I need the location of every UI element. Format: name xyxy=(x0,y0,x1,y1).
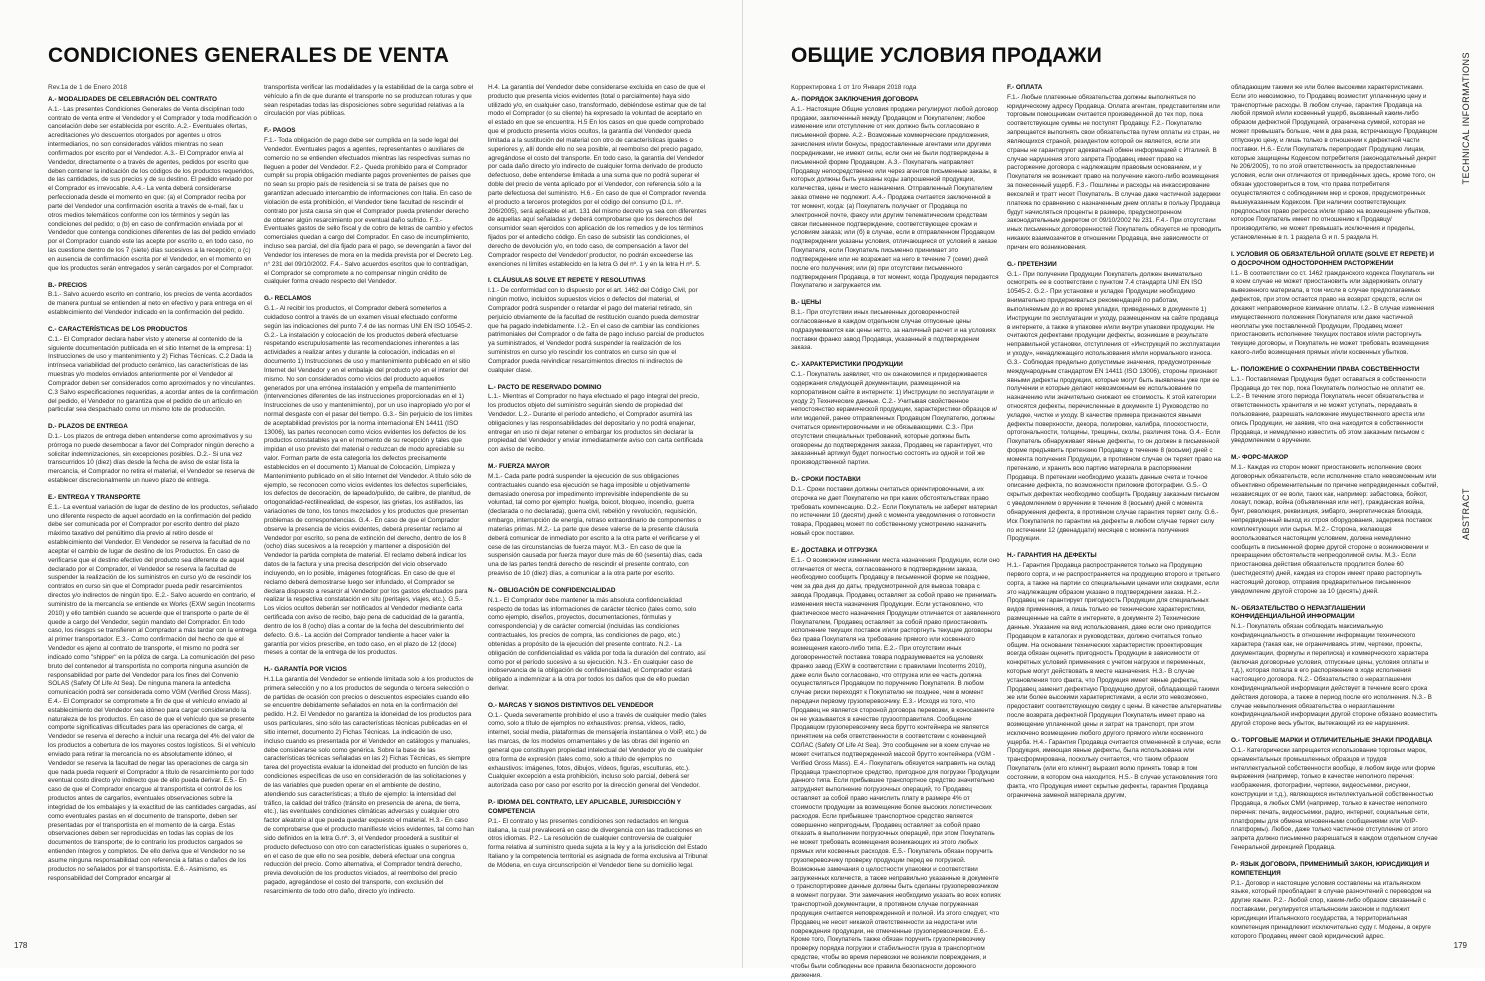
section-body: E.1.- La eventual variación de lugar de destino de los productos, señalado uno diferente respecto de aquel acordado en la confirmación del pedido debe ser comunicada por el Comprador por escrito dentro del plazo máximo taxativo del penúltimo día previo al retiro desde el establecimiento del Vendedor. El Vendedor se reserva la facultad de no aceptar el cambio de lugar de destino de los Productos. En caso de verificarse que el destino efectivo del producto sea diferente de aquel declarado por el Comprador, el Vendedor se reserva la facultad de suspender la realización de los suministros en curso y/o de rescindir los contratos en curso sin que el Comprador pueda pedir resarcimientos directos y/o indirectos de ningún tipo. E.2.- Salvo acuerdo en contrario, el suministro de la mercancía se entiende ex Works (EXW según Incoterms 2010) y ello también cuando se acuerde que el transporte o parte de él quede a cargo del Vendedor, según mandato del Comprador. En todo caso, los riesgos se transfieren al Comprador a más tardar con la entrega al primer transportador. E.3.- Como confirmación del hecho de que el Vendedor es ajeno al contrato de transporte, el mismo no podrá ser indicado como "shipper" en la póliza de carga. La comunicación del peso bruto del contenedor al transportista no comporta ninguna asunción de responsabilidad por parte del Vendedor para los fines del Convenio SOLAS (Safety Of Life At Sea). De ninguna manera la antedicha comunicación podrá ser considerada como VGM (Verified Gross Mass). E.4.- El Comprador se compromete a fin de que el vehículo enviado al establecimiento del Vendedor sea idóneo para cargar considerando la naturaleza de los productos. En caso de que el vehículo que se presente comporte significativas dificultades para las operaciones de carga, el Vendedor se reserva el derecho a incluir una recarga del 4% del valor de los productos a cobertura de los mayores costos logísticos. Si el vehículo enviado para retirar la mercancía no es absolutamente idóneo, el Vendedor se reserva la facultad de negar las operaciones de carga sin que nada pueda requerir el Comprador a título de resarcimiento por todo eventual costo directo y/o indirecto que de ello pueda derivar. E.5.- En caso de que el Comprador encargue al transportista el control de los productos antes de cargarlos, eventuales observaciones sobre la integridad de los embalajes y la exactitud de las cantidades cargadas, así como eventuales pastas en el documento de transporte, deben ser presentadas por el transportista en el momento de la carga. Estas observaciones deben ser reproducidas en todas las copias de los documentos de transporte; de lo contrario los productos cargados se entienden íntegros y completos. De ello deriva que el Vendedor no se asume ninguna responsabilidad con referencia a faltas o daños de los productos no señalados por el transportista. E.6.- Asimismo, es responsabilidad del Comprador encargar al xyxy=(48,503,258,882)
section-heading: C.- ХАРАКТЕРИСТИКИ ПРОДУКЦИИ xyxy=(791,361,903,369)
section-heading: I. CLÁUSULAS SOLVE ET REPETE Y RESOLUTIVAS xyxy=(488,277,646,285)
left-page xyxy=(0,0,742,968)
text-column xyxy=(791,96,1001,979)
revision-note: Rev.1a de 1 de Enero 2018 xyxy=(48,84,128,91)
section-body: А.1.- Настоящие Общие условия продажи регулируют любой договор продажи, заключенный между Продавцом и Покупателем; любое изменение или отступление от них должно быть согласовано в письменной форме. А.2.- Возможные коммерческие предложения, зачисления и/или бонусы, предоставленные агентами или другими посредниками, не имеют силы, если они не были подтверждены в письменной форме Продавцом. А.3.- Покупатель направляет Продавцу непосредственно или через агентов письменные заказы, в которых должны быть указаны коды запрошенной продукции, количества, цены и место назначения. Отправленный Покупателем заказ отмене не подлежит. А.4.- Продажа считается заключенной в тот момент, когда: (а) Покупатель получает от Продавца по электронной почте, факсу или другим телематическим средствам связи письменное подтверждение, соответствующее срокам и условиям заказа; или (б) в случае, если в отправленном Продавцом подтверждении указаны условия, отличающиеся от условий в заказе Покупателя, если Покупатель письменно принимает это подтверждение или не возражает на него в течение 7 (семи) дней после его получения; или (в) при отсутствии письменного подтверждения Продавца, в тот момент, когда Продукция передается Покупателю и загружается им. xyxy=(791,105,999,290)
section-heading: C.- CARACTERÍSTICAS DE LOS PRODUCTOS xyxy=(48,325,188,333)
page-title: CONDICIONES GENERALES DE VENTA xyxy=(48,44,450,67)
section-heading: M.- FUERZA MAYOR xyxy=(488,463,550,471)
section-heading: D.- СРОКИ ПОСТАВКИ xyxy=(791,476,861,484)
section-body: Е.1.- О возможном изменении места назначения Продукции, если оно отличается от места, согласованного в подтверждении заказа, необходимо сообщить Продавцу в письменной форме не позднее, чем за два дня до даты, предусмотренной для вывоза товара с завода Продавца. Продавец оставляет за собой право не принимать изменения места назначения Продукции. Если установлено, что фактическое место назначения Продукции отличается от заявленного Покупателем, Продавец оставляет за собой право приостановить исполнение текущих поставок и/или расторгнуть текущие договоры без права Покупателя на требование прямого или косвенного возмещения какого-либо типа. Е.2.- При отсутствии иных договоренностей поставка товара подразумевается на условиях франко завод (EXW в соответствии с правилами Incoterms 2010), даже если было согласовано, что отгрузка или ее часть должна осуществляться Продавцом по поручению Покупателя. В любом случае риски переходят к Покупателю не позднее, чем в момент передачи первому грузоперевозчику. Е.3.- Исходя из того, что Продавец не является стороной договора перевозки, в коносаменте он не указывается в качестве грузоотправителя. Сообщение Продавцом грузоперевозчику веса брутто контейнера не является принятием на себя ответственности в соответствии с конвенцией СОЛАС (Safety Of Life At Sea). Это сообщение ни в коем случае не может считаться подтвержденной массой брутто контейнера (VGM - Verified Gross Mass). Е.4.- Покупатель обязуется направить на склад Продавца транспортное средство, пригодное для погрузки Продукции данного типа. Если прибывшее транспортное средство значительно затрудняет выполнение погрузочных операций, то Продавец оставляет за собой право начислить плату в размере 4% от стоимости продукции за возмещение более высоких логистических расходов. Если прибывшее транспортное средство является совершенно непригодным, Продавец оставляет за собой право отказать в выполнении погрузочных операций, при этом Покупатель не может требовать возмещения возникающих из этого любых прямых или косвенных расходов. Е.5.- Покупатель обязан поручить грузоперевозчику проверку продукции перед ее погрузкой. Возможные замечания о целостности упаковки и соответствии загруженных количеств, а также неправильно указанные в документе о транспортировке данные должны быть сделаны грузоперевозчиком в момент погрузки. Эти замечания необходимо указать во всех копиях транспортной документации, в противном случае погруженная продукция считается неповрежденной и полной. Из этого следует, что Продавец не несет никакой ответственности за недостачи или повреждения продукции, не отмеченные грузоперевозчиком. Е.6.- Кроме того, Покупатель также обязан поручить грузоперевозчику проверку порядка погрузки и стабильности груза в транспортном средстве, чтобы во время перевозки не возникли повреждения, и чтобы были соблюдены все правила безопасности дорожного движения. xyxy=(791,556,1001,979)
text-column xyxy=(488,84,708,904)
section-body: G.1.- При получении Продукции Покупатель должен внимательно осмотреть ее в соответствии с пунктом 7.4 стандарта UNI EN ISO 10545-2. G.2.- При установке и укладке Продукции необходимо внимательно придерживаться рекомендаций по работам, выполняемым до и во время укладки, приведенных в документе 1) Инструкции по эксплуатации и уходу, размещенном на сайте продавца в интернете, а также в упаковке и/или внутри упаковки продукции. Не считаются дефектами продукции дефекты, возникшие в результате неправильной установки, отступления от «Инструкций по эксплуатации и уходу», ненадлежащего использования и/или нормального износа. G.3.- Соблюдая предельно допустимые значения, предусмотренные международным стандартом EN 14411 (ISO 13006), стороны признают явными дефекты продукции, которые могут быть выявлены уже при ее получении и которые делают невозможным ее использование по назначению или значительно снижают ее стоимость. К этой категории относятся дефекты, перечисленные в документе 1) Руководство по укладке, чистке и уходу. В качестве примера признаются явными дефекты поверхности, декора, полировки, калибра, плоскостности, ортогональности, толщины, трещины, сколы, различия тона. G.4.- Если Покупатель обнаруживает явные дефекты, то он должен в письменной форме предъявить претензию Продавцу в течение 8 (восьми) дней с момента получения Продукции, в противном случае он теряет право на претензию, и хранить всю партию материала в распоряжении Продавца. В претензии необходимо указать данные счета и точное описание дефекта, по возможности приложив фотографии. G.5.- О скрытых дефектах необходимо сообщить Продавцу заказным письмом с уведомлением о вручении в течение 8 (восьми) дней с момента обнаружения дефекта, в противном случае гарантия теряет силу. G.6.- Иск Покупателя по гарантии на дефекты в любом случае теряет силу по истечении 12 (двенадцати) месяцев с момента получения Продукции. xyxy=(1007,270,1221,543)
section-heading: D.- PLAZOS DE ENTREGA xyxy=(48,423,128,431)
section-body: F.1.- Любые платежные обязательства должны выполняться по юридическому адресу Продавца. Оплата агентам, представителям или торговым помощникам считается произведенной до тех пор, пока соответствующие суммы не поступят Продавцу. F.2.- Покупателю запрещается выполнять свои обязательства путем оплаты из стран, не являющихся страной, резидентом которой он является, если эти страны не гарантируют адекватный обмен информацией с Италией. В случае нарушения этого запрета Продавец имеет право на расторжение договора с надлежащим правовым основанием, и у Покупателя не возникает право на получение какого-либо возмещения за понесенный ущерб. F.3.- Пошлины и расходы на инкассирование векселей и тратт несет Покупатель. В случае даже частичной задержки платежа по сравнению с назначенным днем оплаты в пользу Продавца будут начисляться проценты в размере, предусмотренном законодательным декретом от 09/10/2002 № 231. F.4.- При отсутствии иных письменных договоренностей Покупатель обязуется не проводить никаких взаимозачетов в отношении Продавца, вне зависимости от причин его возникновения. xyxy=(1007,93,1222,251)
section-body: I.1.- De conformidad con lo dispuesto por el art. 1462 del Código Civil, por ningún motivo, incluidos supuestos vicios o defectos del material, el Comprador podrá suspender o retardar el pago del material retirado, sin perjuicio obviamente de la facultad de restitución cuando pueda demostrar que ha pagado indebidamente. I.2.- En el caso de cambiar las condiciones patrimoniales del Comprador o de falta de pago incluso parcial de productos ya suministrados, el Vendedor podrá suspender la realización de los suministros en curso y/o rescindir los contratos en curso sin que el Comprador pueda reivindicar resarcimientos directos ni indirectos de cualquier clase. xyxy=(488,287,704,374)
section-heading: H.- ГАРАНТИЯ НА ДЕФЕКТЫ xyxy=(1007,552,1097,560)
section-body: D.1.- Los plazos de entrega deben entenderse como aproximativos y su prórroga no puede desembocar a favor del Comprador ningún derecho a solicitar indemnizaciones, sin excepciones posibles. D.2.- Si una vez transcurridos 10 (diez) días desde la fecha de aviso de estar lista la mercancía, el Comprador no retira el material, el Vendedor se reserva de establecer discrecionalmente un nuevo plazo de entrega. xyxy=(48,432,255,485)
section-body: H.4. La garantía del Vendedor debe considerarse excluida en caso de que el producto que presenta vicios evidentes (total o parcialmente) haya sido utilizado y/o, en cualquier caso, transformado, debiéndose estimar que de tal modo el Comprador (o su cliente) ha expresado la voluntad de aceptarlo en el estado en que se encuentra. H.5 En los casos en que quede comprobado que el producto presenta vicios ocultos, la garantía del Vendedor queda limitada a la sustitución del material con otro de características iguales o superiores y, allí donde ello no sea posible, al reembolso del precio pagado, agregándose el costo del transporte. En todo caso, la garantía del Vendedor por cada daño directo y/o indirecto de cualquier forma derivado de producto defectuoso, debe entenderse limitada a una suma que no podrá superar el doble del precio de venta aplicado por el Vendedor, con referencia sólo a la parte defectuosa del suministro. H.6.- En caso de que el Comprador revenda el producto a terceros protegidos por el código del consumo (D.L. nº. 206/2005), será aplicable el art. 131 del mismo decreto ya sea con diferentes de aquellas aquí señaladas y deberá comprobarse que los derechos del consumidor sean ejercidos con aplicación de los remedios y de los términos fijados por el antedicho código. En caso de subsistir las condiciones, el derecho de devolución y/o, en todo caso, de compensación a favor del Comprador respecto del Vendedor/ productor, no podrán exceederse las exenciones ni límites establecido en la letra G del nº. 1 y en la letra H nº. 5. xyxy=(488,84,707,268)
section-body: A.1.- Las presentes Condiciones Generales de Venta disciplinan todo contrato de venta entre el Vendedor y el Comprador y toda modificación o cancelación debe ser establecida por escrito. A.2.- Eventuales ofertas, acreditaciones y/o descuentos otorgados por agentes u otros intermediarios, no son considerados válidos mientras no sean confirmados por escrito por el Vendedor. A.3.- El Comprador envía al Vendedor, directamente o a través de agentes, pedidos por escrito que deben contener la indicación de los códigos de los productos requeridos, de las cantidades, de sus precios y de su destino. El pedido enviado por el Comprador es irrevocable. A.4.- La venta deberá considerarse perfeccionada desde el momento en que: (a) el Comprador reciba por parte del Vendedor una confirmación escrita a través de e-mail, fax u otros medios telemáticos conforme con los términos y según las condiciones del pedido; o (b) en caso de confirmación enviada por el Vendedor que contenga condiciones diferentes de las del pedido enviado por el Comprador cuando este las acepte por escrito o, en todo caso, no las cuestione dentro de los 7 (siete) días sucesivos a la recepción; o (c) en ausencia de confirmación escrita por el Vendedor, en el momento en que los productos serán entregados y serán cargados por el Comprador. xyxy=(48,105,257,272)
section-heading: P.- IDIOMA DEL CONTRATO, LEY APLICABLE, JURISDICCIÓN Y COMPETENCIA xyxy=(488,799,681,815)
section-body: I.1.- В соответствии со ст. 1462 гражданского кодекса Покупатель ни в коем случае не может приостановить или задерживать оплату вывезенного материала, в том числе в случае предполагаемых дефектов, при этом остается право на возврат средств, если он докажет неправомерное взимание оплаты. I.2.- В случае изменения имущественного положения Покупателя или даже частичной неоплаты уже поставленной Продукции, Продавец может приостановить исполнение текущих поставок и/или расторгнуть текущие договоры, и Покупатель не может требовать возмещения какого-либо возмещения прямых и/или косвенных убытков. xyxy=(1231,269,1435,357)
section-heading: G.- RECLAMOS xyxy=(264,295,312,303)
section-heading: I. УСЛОВИЯ ОБ ОБЯЗАТЕЛЬНОЙ ОПЛАТЕ (SOLVE ET REPETE) И О ДОСРОЧНОМ ОДНОСТОРОННЕМ РАСТОРЖЕНИИ xyxy=(1231,250,1435,267)
side-label-technical: TECHNICAL INFORMATIONS xyxy=(1461,52,1471,185)
section-body: O.1.- Категорически запрещается использование торговых марок, орнаментальных промышленных образцов и трудов интеллектуальной собственности вообще, в любом виде или форме выражения (например, только в качестве неполного перечня: изображения, фотографии, чертежи, видеосъемки, рисунки, конструкции и т.д.), являющихся интеллектуальной собственностью Продавца, в любых СМИ (например, только в качестве неполного перечня: печать, видеосъемки, радио, интернет, социальные сети, платформы для обмена мгновенными сообщениями или VoIP-платформы). Любое, даже только частичное отступление от этого запрета должно письменно разрешаться в каждом отдельном случае Генеральной дирекцией Продавца. xyxy=(1231,746,1438,852)
section-heading: O.- MARCAS Y SIGNOS DISTINTIVOS DEL VENDEDOR xyxy=(488,701,654,709)
section-heading: N.- ОБЯЗАТЕЛЬСТВО О НЕРАЗГЛАШЕНИИ КОНФИДЕНЦИАЛЬНОЙ ИНФОРМАЦИИ xyxy=(1231,604,1366,621)
section-body: N.1.- El Comprador debe mantener la más absoluta confidencialidad respecto de todas las informaciones de carácter técnico (tales como, solo como ejemplo, diseños, proyectos, documentaciones, fórmulas y correspondencia) y de carácter comercial (incluidas las condiciones contractuales, los precios de compra, las condiciones de pago, etc.) obtenidas a propósito de la ejecución del presente contrato. N.2.- La obligación de confidencialidad es válida por toda la duración del contrato, así como por el período sucesivo a su ejecución. N.3.- En cualquier caso de inobservancia de la obligación de confidencialidad, el Comprador estará obligado a indemnizar a la otra por todos los daños que de ello puedan derivar. xyxy=(488,596,706,692)
section-body: P.1.- El contrato y las presentes condiciones son redactados en lengua italiana, la cual prevalecerá en caso de divergencia con las traducciones en otros idiomas. P.2.- La resolución de cualquier controversia de cualquier forma relativa al suministro queda sujeta a la ley y a la jurisdicción del Estado Italiano y la competencia territorial es asignada de forma exclusiva al Tribunal de Módena, en cuya circunscripción el Vendedor tiene su domicilio legal. xyxy=(488,817,708,869)
section-heading: F.- PAGOS xyxy=(264,127,296,135)
section-heading: L.- PACTO DE RESERVADO DOMINIO xyxy=(488,383,602,391)
section-heading: E.- ENTREGA Y TRANSPORTE xyxy=(48,493,141,501)
section-heading: M.- ФОРС-МАЖОР xyxy=(1231,454,1289,462)
section-heading: A.- MODALIDADES DE CELEBRACIÓN DEL CONTRATO xyxy=(48,96,217,103)
section-body: H.1.La garantía del Vendedor se entiende limitada solo a los productos de primera selección y no a los productos de segunda o tercera selección o de partidas de ocasión con precios o descuentos especiales cuando ello se encuentre debidamente señalados en nota en la confirmación del pedido. H.2. El Vendedor no garantiza la idoneidad de los productos para usos particulares, sino sólo las características técnicas publicadas en el sitio internet, documento 2) Fichas Técnicas. La indicación de uso, incluso cuando es presentada por el Vendedor en catálogos y manuales, debe considerarse solo como genérica. Sobre la base de las características técnicas señaladas en las 2) Fichas Técnicas, es siempre tarea del proyectista evaluar la idoneidad del producto en función de las condiciones específicas de uso en consideración de las solicitaciones y de las variables que pueden operar en el ambiente de destino, atendiendo sus características; a título de ejemplo: la intensidad del tráfico, la calidad del tráfico (tránsito en presencia de arena, de tierra, etc.), las eventuales condiciones climáticas adversas y cualquier otro factor aleatorio al que pueda quedar expuesto el material. H.3.- En caso de comprobarse que el producto manifieste vicios evidentes, tal como han sido definidos en la letra G.nº. 3, el Vendedor procederá a sustituir el producto defectuoso con otro con características iguales o superiores o, en el caso de que ello no sea posible, deberá efectuar una congrua reducción del precio. Como alternativa, el Comprador tendrá derecho, previa devolución de los productos viciados, al reembolso del precio pagado, agregándose el costo del transporte, con exclusión del resarcimiento de todo otro daño, directo y/o indirecto. xyxy=(264,676,474,895)
page-title: ОБЩИЕ УСЛОВИЯ ПРОДАЖИ xyxy=(791,44,1103,67)
section-heading: H.- GARANTÍA POR VICIOS xyxy=(264,666,347,674)
section-body: O.1.- Queda severamente prohibido el uso a través de cualquier medio (tales como, solo a título de ejemplos no exhaustivos: prensa, vídeos, radio, internet, social media, plataformas de mensajería instantánea o VoiP, etc.) de las marcas, de los modelos ornamentales y de las obras del ingenio en general que constituyen propiedad intelectual del Vendedor y/o de cualquier otra forma de expresión (tales como, solo a título de ejemplos no exhaustivos: imágenes, fotos, dibujos, vídeos, figuras, esculturas, etc.). Cualquier excepción a esta prohibición, incluso solo parcial, deberá ser autorizada caso por caso por escrito por la dirección general del Vendedor. xyxy=(488,711,707,790)
section-body: P.1.- Договор и настоящие условия составлены на итальянском языке, который преобладает в случае разночтений с переводом на другие языки. P.2.- Любой спор, каким-либо образом связанный с поставками, регулируется итальянским законом и подлежит юрисдикции Итальянского государства, а территориальная компетенция принадлежит исключительно суду г. Модены, в округе которого Продавец имеет свой юридический адрес. xyxy=(1231,879,1432,940)
section-heading: B.- ЦЕНЫ xyxy=(791,299,822,307)
section-body: L.1.- Поставляемая Продукция будет оставаться в собственности Продавца до тех пор, пока Покупатель полностью не оплатит ее. L.2.- В течение этого периода Покупатель несет обязательства и ответственность хранителя и не может уступать, передавать в пользование, разрешать наложение имущественного ареста или опись Продукции, не заявив, что она находится в собственности Продавца, и немедленно известить об этом заказным письмом с уведомлением о вручении. xyxy=(1231,375,1426,445)
text-column xyxy=(264,84,474,904)
section-body: L.1.- Mientras el Comprador no haya efectuado el pago íntegral del precio, los productos objeto del suministro seguirán siendo de propiedad del Vendedor. L.2.- Durante el período antedicho, el Comprador asumirá las obligaciones y las responsabilidades del depositario y no podrá enajenar, entregar en uso ni dejar retener o embargar los productos sin declarar la propiedad del Vendedor y enviar inmediatamente aviso con carta certificada con aviso de recibo. xyxy=(488,393,703,454)
section-body: H.1.- Гарантия Продавца распространяется только на Продукцию первого сорта, и не распространяется на продукцию второго и третьего сорта, а также на партии со специальными ценами или скидками, если это надлежащим образом указано в подтверждении заказа. H.2.- Продавец не гарантирует пригодность Продукции для специальных видов применения, а лишь только ее технические характеристики, размещенные на сайте в интернете, в документе 2) Технические данные. Указание на вид использования, даже если оно приводится Продавцом в каталогах и руководствах, должно считаться только общим. На основании технических характеристик проектировщик всегда обязан оценить пригодность Продукции в зависимости от конкретных условий применения с учетом нагрузок и переменных, которые могут действовать в месте назначения. H.3.- В случае установления того факта, что Продукция имеет явные дефекты, Продавец заменит дефектную Продукцию другой, обладающей такими же или более высокими характеристиками, а если это невозможно, предоставит соответствующую скидку с цены. В качестве альтернативы после возврата дефектной Продукции Покупатель имеет право на возмещение уплаченной цены и затрат на транспорт, при этом исключено возмещение любого другого прямого и/или косвенного ущерба. H.4.- Гарантия Продавца считается отмененной в случае, если Продукция, имеющая явные дефекты, была использована или трансформирована, поскольку считается, что таким образом Покупатель (или его клиент) выразил волю принять товар в том состоянии, в котором она находится. H.5.- В случае установления того факта, что Продукция имеет скрытые дефекты, гарантия Продавца ограничена заменой материала другим, xyxy=(1007,562,1222,799)
section-body: transportista verificar las modalidades y la estabilidad de la carga sobre el vehículo a fin de que durante el transporte no se produzcan roturas y que sean respetadas todas las disposiciones sobre seguridad relativas a la circulación por vías públicas. xyxy=(264,84,474,118)
section-heading: F.- ОПЛАТА xyxy=(1007,84,1043,91)
section-body: N.1.- Покупатель обязан соблюдать максимальную конфиденциальность в отношении информации технического характера (такая как, не ограничиваясь этим, чертежи, проекты, документации, формулы и переписка) и коммерческого характера (включая договорные условия, отпускные цены, условия оплаты и т.д.), которая попала в его распоряжение в ходе исполнения настоящего договора. N.2.- Обязательство о неразглашении конфиденциальной информации действует в течение всего срока действия договора, а также в период после его исполнения. N.3.- В случае невыполнения обязательства о неразглашении конфиденциальной информации другой стороне обязано возместить другой стороне весь убыток, вытекающий из ее нарушения. xyxy=(1231,623,1438,728)
section-body: G.1.- Al recibir los productos, el Comprador deberá someterlos a cuidadoso control a través de un examen visual efectuado conforme según las indicaciones del punto 7.4 de las normas UNI EN ISO 10545-2. G.2.- La instalación y colocación de los productos deberá efectuarse respetando escrupulosamente las recomendaciones inherentes a las actividades a realizar antes y durante la colocación, indicadas en el documento 1) Instrucciones de uso y mantenimiento publicado en el sitio Internet del Vendedor y en el embalaje del producto y/o en el interior del mismo. No son considerados como vicios del producto aquellos generados por una errónea instalación y empeña de mantenimiento (intervenciones diferentes de las instrucciones proporcionadas en el 1) Instrucciones de uso y mantenimiento), por un uso inapropiado y/o por el normal desgaste con el pasar del tiempo. G.3.- Sin perjuicio de los límites de aceptabilidad previstos por la norma internacional EN 14411 (ISO 13006), las partes reconocen como vicios evidentes los defectos de los productos constatables ya en el momento de su recepción y tales que impidan el uso previsto del material o reduzcan de modo apreciable su valor. Forman parte de esta categoría los defectos precisamente establecidos en el documento 1) Manual de Colocación, Limpieza y Mantenimiento publicado en el sitio Internet del Vendedor. A título sólo de ejemplo, se reconocen como vicios evidentes los defectos superficiales, los defectos de decoración, de lapeado/pulido, de calibre, de planitud, de ortogonalidad-rectilinealidad, de espesor, las grietas, los astillados, las variaciones de tono, los tonos mezclados y los productos que presentan problemas de correspondencias. G.4.- En caso de que el Comprador observe la presencia de vicios evidentes, deberá presentar reclamo al Vendedor por escrito, so pena de extinción del derecho, dentro de los 8 (ocho) días sucesivos a la recepción y mantener a disposición del Vendedor la partida completa de material. El reclamo deberá indicar los datos de la factura y una precisa descripción del vicio observado incluyendo, en lo posible, imágenes fotográficas. En caso de que el reclamo deberá demostrarse luego ser infundado, el Comprador se declara dispuesto a resarcir al Vendedor por los gastos efectuados para realizar la respectiva constatación en situ (peritajes, viajes, etc.). G.5.- Los vicios ocultos deberán ser notificados al Vendedor mediante carta certificada con aviso de recibo, bajo pena de caducidad de la garantía, dentro de los 8 (ocho) días a contar de la fecha del descubrimiento del defecto. G.6.- La acción del Comprador tendiente a hacer valer la garantía por vicios prescribe, en todo caso, en el plazo de 12 (doce) meses a contar de la entrega de los productos. xyxy=(264,305,473,657)
section-body: D.1.- Сроки поставки должны считаться ориентировочными, а их отсрочка не дает Покупателю ни при каких обстоятельствах право требовать компенсацию. D.2.- Если Покупатель не заберет материал по истечении 10 (десяти) дней с момента уведомления о готовности товара, Продавец может по собственному усмотрению назначить новый срок поставки. xyxy=(791,485,998,538)
section-body: С.1.- Покупатель заявляет, что он ознакомился и придерживается содержания следующей документации, размещенной на корпоративном сайте в интернете: 1) Инструкции по эксплуатации и уходу 2) Технические данные. С.2.- Учитывая свойственное непостоянство керамической продукции, характеристики образцов и/или моделей, ранее отправленных Продавцом Покупателю, должны считаться ориентировочными и не обязывающими. С.3.- При отсутствии специальных требований, которые должны быть оговорены до подтверждения заказа, Продавец не гарантирует, что заказанный артикул будет полностью состоять из одной и той же производственной партии. xyxy=(791,371,998,467)
side-label-abstract: ABSTRACT xyxy=(1461,488,1471,541)
text-column xyxy=(1007,84,1222,904)
section-heading: P.- ЯЗЫК ДОГОВОРА, ПРИМЕНИМЫЙ ЗАКОН, ЮРИСДИКЦИЯ И КОМПЕТЕНЦИЯ xyxy=(1231,860,1430,877)
section-body: M.1.- Каждая из сторон может приостановить исполнение своих договорных обязательств, если исполнение стало невозможным или объективно обременительным по причине непредвиденных событий, независящих от ее воли, таких как, например: забастовка, бойкот, локаут, пожар, война (объявленная или нет), гражданская война, бунт, революция, реквизиция, эмбарго, энергетическая блокада, непредвиденный выход из строя оборудования, задержка поставок комплектующих или сырья. M.2.- Сторона, желающая воспользоваться настоящим условием, должна немедленно сообщить в письменной форме другой стороне о возникновении и прекращении обстоятельств непреодолимой силы. M.3.- Если приостановка действия обязательств продлится более 60 (шестидесяти) дней, каждая из сторон имеет право расторгнуть настоящий договор, отправив предварительное письменное уведомление другой стороне за 10 (десять) дней. xyxy=(1231,464,1439,595)
section-body: В.1.- При отсутствии иных письменных договоренностей согласованные в каждом отдельном случае отпускные цены подразумеваются как цены нетто, за наличный расчет и на условиях поставки франко завод Продавца, указанный в подтверждении заказа. xyxy=(791,309,996,352)
section-heading: O.- ТОРГОВЫЕ МАРКИ И ОТЛИЧИТЕЛЬНЫЕ ЗНАКИ ПРОДАВЦА xyxy=(1231,737,1433,745)
section-body: C.1.- El Comprador declara haber visto y atenerse al contenido de la siguiente documentación publicada en el sitio Internet de la empresa: 1) Instrucciones de uso y mantenimiento y 2) Fichas Técnicas. C.2 Dada la intrínseca variabilidad del producto cerámico, las características de las muestras y/o modelos enviados anteriormente por el Vendedor al Comprador deben ser considerados como aproximados y no vinculantes. C.3 Salvo especificaciones requeridas, a acordar antes de la confirmación del pedido, el Vendedor no garantiza que el pedido de un artículo en particular sea despachado como un mismo lote de producción. xyxy=(48,335,258,414)
section-heading: E.- ДОСТАВКА И ОТГРУЗКА xyxy=(791,546,878,554)
page-number: 178 xyxy=(14,941,28,950)
section-body: B.1.- Salvo acuerdo escrito en contrario, los precios de venta acordados de manera puntual se entienden al neto en efectivo y para entrega en el establecimiento del Vendedor indicado en la confirmación del pedido. xyxy=(48,291,253,317)
section-heading: B.- PRECIOS xyxy=(48,281,88,289)
section-heading: G.- ПРЕТЕНЗИИ xyxy=(1007,260,1057,268)
section-heading: L.- ПОЛОЖЕНИЕ О СОХРАНЕНИИ ПРАВА СОБСТВЕННОСТИ xyxy=(1231,365,1420,373)
revision-note: Корректировка 1 от 1го Января 2018 года xyxy=(791,84,917,91)
right-page xyxy=(743,0,1485,979)
page-number: 179 xyxy=(1453,941,1467,950)
section-body: обладающим такими же или более высокими характеристиками. Если это невозможно, то Продавец возместит уплаченную цену и транспортные расходы. В любом случае, гарантия Продавца на любой прямой и/или косвенный ущерб, вызванный каким-либо образом дефектной Продукцией, ограничена суммой, которая не может превышать больше, чем в два раза, встречающую Продавцом отпускную цену, и лишь только в отношении к дефектной части поставки. H.6.- Если Покупатель перепродает Продукцию лицам, которые защищены Кодексом потребителя (законодательный декрет № 206/2005), то по этой ответственность за предоставленные условия, если они отличаются от приведённых здесь, кроме того, он обязан удостовериться в том, что права потребителя осуществляются с соблюдением мер и сроков, предусмотренных вышеуказанным Кодексом. При наличии соответствующих предпосылок право регресса и/или право на возмещение убытков, которое Покупатель имеет по отношению к Продавцу/производителю, не может превышать исключения и пределы, установленные в п. 1 раздела G и п. 5 раздела H. xyxy=(1231,84,1438,242)
section-body: M.1.- Cada parte podrá suspender la ejecución de sus obligaciones contractuales cuando esa ejecución se haga imposible u objetivamente demasiado onerosa por impedimento imprevisible independiente de su voluntad, tal como por ejemplo: huelga, boicot, bloqueo, incendio, guerra (declarada o no declarada), guerra civil, rebelión y revolución, requisición, embargo, interrupción de energía, retraso extraordinario de componentes o materias primas. M.2.- La parte que desee valerse de la presente cláusula deberá comunicar de inmediato por escrito a la otra parte el verificarse y el cese de las circunstancias de fuerza mayor. M.3.- En caso de que la suspensión causada por fuerza mayor dure más de 60 (sesenta) días, cada una de las partes tendrá derecho de rescindir el presente contrato, con preaviso de 10 (diez) días, a comunicar a la otra parte por escrito. xyxy=(488,472,703,578)
text-column xyxy=(48,96,258,916)
text-column xyxy=(1231,84,1439,940)
section-heading: А.- ПОРЯДОК ЗАКЛЮЧЕНИЯ ДОГОВОРА xyxy=(791,96,919,103)
section-heading: N.- OBLIGACIÓN DE CONFIDENCIALIDAD xyxy=(488,586,616,594)
section-body: F.1.- Toda obligación de pago debe ser cumplida en la sede legal del Vendedor. Eventuales pagos a agentes, representantes o auxiliares de comercio no se entienden efectuados mientras las respectivas sumas no lleguen a poder del Vendedor. F.2.- Queda prohibido para el Comprador cumplir su propia obligación mediante pagos provenientes de países que no sean su propio país de residencia si se trata de países que no garantizan adecuado intercambio de informaciones con Italia. En caso de violación de esta prohibición, el Vendedor tiene facultad de rescindir el contrato por justa causa sin que el Comprador pueda pretender derecho de obtener algún resarcimiento por eventual daño sufrido. F.3.- Eventuales gastos de sello fiscal y de cobro de letras de cambio y efectos comerciales quedan a cargo del Comprador. En caso de incumplimiento, incluso sea parcial, del día fijado para el pago, se devengarán a favor del Vendedor los intereses de mora en la medida prevista por el Decreto Leg. n° 231 del 09/10/2002. F.4.- Salvo acuerdos escritos que lo contradigan, el Comprador se compromete a no compensar ningún crédito de cualquier forma creado respecto del Vendedor. xyxy=(264,137,473,286)
